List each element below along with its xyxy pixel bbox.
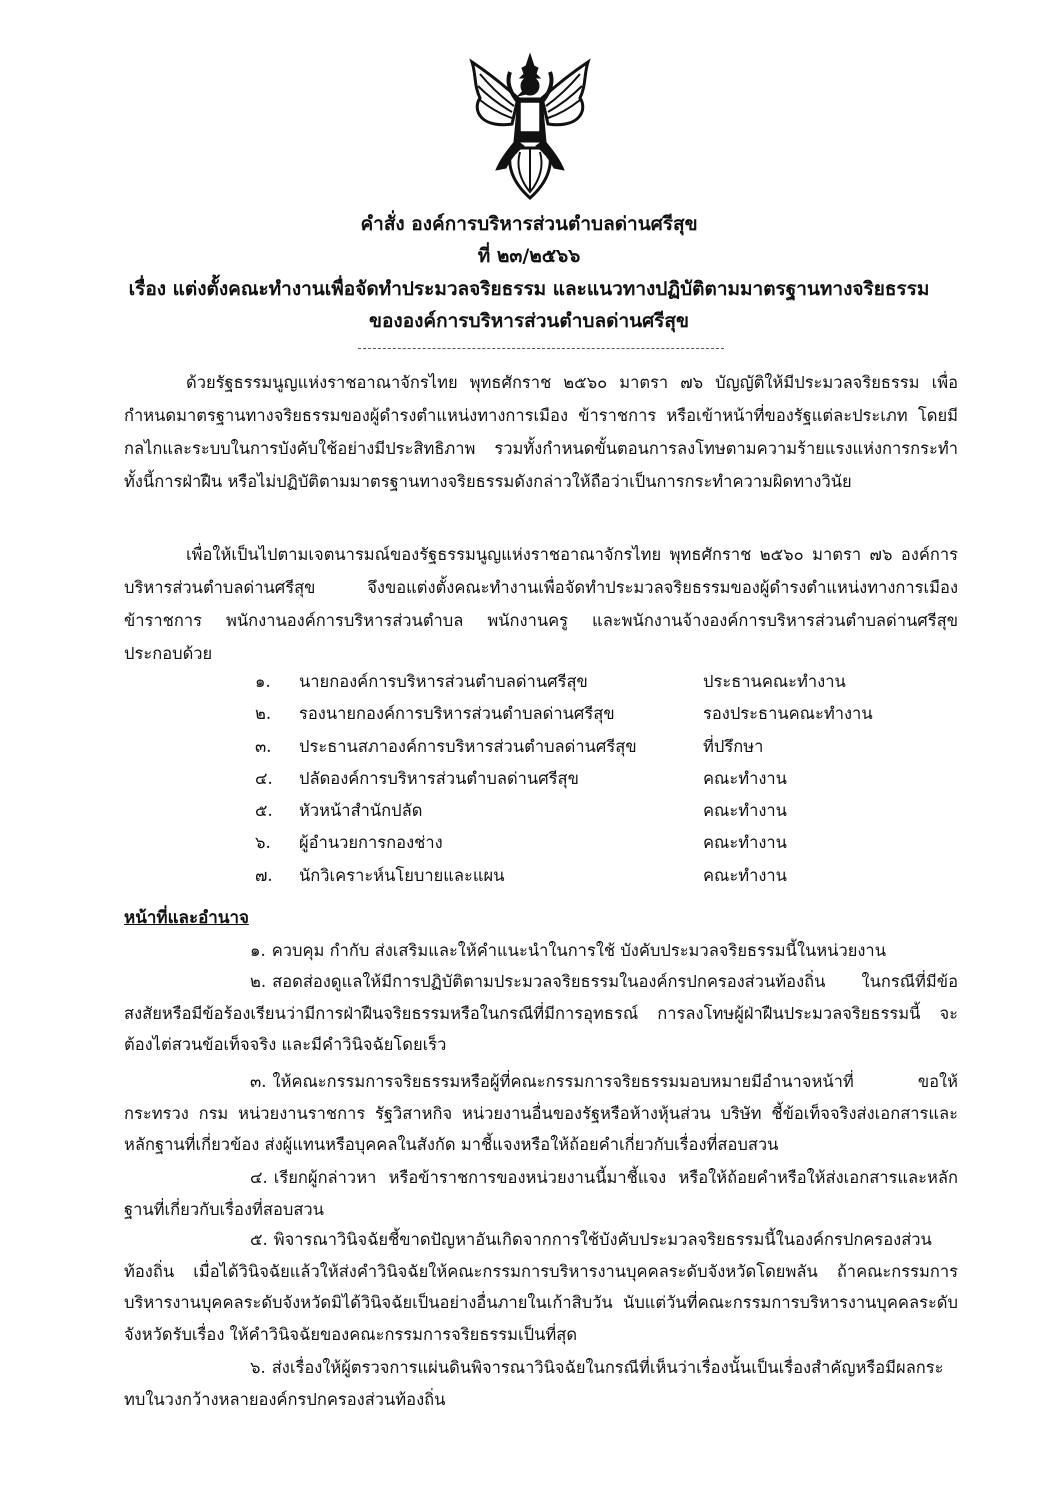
member-number: ๔. [255,768,273,788]
committee-member-row [255,827,935,859]
duties-heading: หน้าที่และอำนาจ [124,908,249,928]
order-title: คำสั่ง องค์การบริหารส่วนตำบลด่านศรีสุข [360,213,698,235]
member-position: นักวิเคราะห์นโยบายและแผน [299,865,505,885]
member-role: คณะทำงาน [703,768,787,788]
member-position: ปลัดองค์การบริหารส่วนตำบลด่านศรีสุข [299,768,579,788]
committee-member-list [255,666,935,892]
duty-text: เรียกผู้กล่าวหา หรือข้าราชการของหน่วยงานนี้มาชี้แจง หรือให้ถ้อยคำหรือให้ส่งเอกสารและหลักฐานที่เกี่ยวกับเรื่องที่สอบสวน [124,1168,958,1219]
duty-number: ๕. [250,1230,268,1249]
order-subject-line-1: เรื่อง แต่งตั้งคณะทำงานเพื่อจัดทำประมวลจริยธรรม และแนวทางปฏิบัติตามมาตรฐานทางจริยธรรม [128,278,930,300]
member-position: หัวหน้าสำนักปลัด [299,801,423,821]
member-number: ๑. [255,672,271,691]
member-role: คณะทำงาน [703,833,787,853]
paragraph-2 [124,538,958,670]
member-number: ๕. [255,801,273,821]
duty-item [124,1352,958,1415]
member-position: ผู้อำนวยการกองช่าง [299,833,443,853]
member-position: ประธานสภาองค์การบริหารส่วนตำบลด่านศรีสุข [299,736,637,756]
duty-item [124,1162,958,1225]
committee-member-row [255,860,935,892]
duty-text: พิจารณาวินิจฉัยชี้ขาดปัญหาอันเกิดจากการใช้บังคับประมวลจริยธรรมนี้ในองค์กรปกครองส่วนท้องถิ่น เมื่อได้วินิจฉัยแล้วให้ส่งคำวินิจฉัยให้คณะกรรมการบริหารงานบุคคลระดับจังหวัดโดยพลัน ถ้าคณะกรรมการบริหารงานบุคคลระดับจังหวัดมิได้วินิจฉัยเป็นอย่างอื่นภายในเก้าสิบวัน นับแต่วันที่คณะกรรมการบริหารงานบุคคลระดับจังหวัดรับเรื่อง ให้คำวินิจฉัยของคณะกรรมการจริยธรรมเป็นที่สุด [124,1230,958,1344]
duty-number: ๒. [250,972,267,991]
duty-item [124,1066,958,1161]
paragraph-1-text: ด้วยรัฐธรรมนูญแห่งราชอาณาจักรไทย พุทธศักราช ๒๕๖๐ มาตรา ๗๖ บัญญัติให้มีประมวลจริยธรรม เพื่อกำหนดมาตรฐานทางจริยธรรมของผู้ดำรงตำแหน่งทางการเมือง ข้าราชการ หรือเข้าหน้าที่ของรัฐแต่ละประเภท โดยมีกลไกและระบบในการบังคับใช้อย่างมีประสิทธิภาพ รวมทั้งกำหนดขั้นตอนการลงโทษตามความร้ายแรงแห่งการกระทำ ทั้งนี้การฝ่าฝืน หรือไม่ปฏิบัติตามมาตรฐานทางจริยธรรมดังกล่าวให้ถือว่าเป็นการกระทำความผิดทางวินัย [124,373,958,491]
duty-text: ส่งเรื่องให้ผู้ตรวจการแผ่นดินพิจารณาวินิจฉัยในกรณีที่เห็นว่าเรื่องนั้นเป็นเรื่องสำคัญหรือมีผลกระทบในวงกว้างหลายองค์กรปกครองส่วนท้องถิ่น [124,1358,944,1409]
member-role: ประธานคณะทำงาน [703,672,846,691]
duty-number: ๔. [250,1168,268,1187]
paragraph-2-text: เพื่อให้เป็นไปตามเจตนารมณ์ของรัฐธรรมนูญแห่งราชอาณาจักรไทย พุทธศักราช ๒๕๖๐ มาตรา ๗๖ องค์การบริหารส่วนตำบลด่านศรีสุข จึงขอแต่งตั้งคณะทำงานเพื่อจัดทำประมวลจริยธรรมของผู้ดำรงตำแหน่งทางการเมือง ข้าราชการ พนักงานองค์การบริหารส่วนตำบล พนักงานครู และพนักงานจ้างองค์การบริหารส่วนตำบลด่านศรีสุข ประกอบด้วย [124,545,958,663]
member-number: ๒. [255,704,272,724]
member-role: คณะทำงาน [703,801,787,821]
order-subject-line-2: ขององค์การบริหารส่วนตำบลด่านศรีสุข [369,310,689,332]
member-number: ๖. [255,833,271,853]
duty-item [124,1224,958,1350]
duty-text: สอดส่องดูแลให้มีการปฏิบัติตามประมวลจริยธรรมในองค์กรปกครองส่วนท้องถิ่น ในกรณีที่มีข้อสงสัยหรือมีข้อร้องเรียนว่ามีการฝ่าฝืนจริยธรรมหรือในกรณีที่มีการอุทธรณ์ การลงโทษผู้ฝ่าฝืนประมวลจริยธรรมนี้ จะต้องไต่สวนข้อเท็จจริง และมีคำวินิจฉัยโดยเร็ว [124,972,958,1054]
duty-number: ๑. [250,941,266,960]
garuda-emblem-icon [466,52,594,202]
committee-member-row [255,666,935,698]
duty-item [124,966,958,1061]
member-number: ๓. [255,736,272,756]
order-number: ที่ ๒๓/๒๕๖๖ [477,245,581,267]
member-role: รองประธานคณะทำงาน [703,704,873,724]
member-number: ๗. [255,865,273,885]
member-position: นายกองค์การบริหารส่วนตำบลด่านศรีสุข [299,672,588,691]
committee-member-row [255,795,935,827]
duty-item [124,935,958,967]
member-position: รองนายกองค์การบริหารส่วนตำบลด่านศรีสุข [299,704,615,724]
paragraph-1 [124,366,958,498]
committee-member-row [255,698,935,730]
committee-member-row [255,731,935,763]
header-divider [358,348,724,349]
member-role: ที่ปรึกษา [703,736,764,756]
committee-member-row [255,763,935,795]
member-role: คณะทำงาน [703,865,787,885]
duty-number: ๖. [250,1358,266,1377]
duty-text: ควบคุม กำกับ ส่งเสริมและให้คำแนะนำในการใช้ บังคับประมวลจริยธรรมนี้ในหน่วยงาน [271,941,886,960]
duty-number: ๓. [250,1072,267,1091]
duty-text: ให้คณะกรรมการจริยธรรมหรือผู้ที่คณะกรรมการจริยธรรมมอบหมายมีอำนาจหน้าที่ ขอให้กระทรวง กรม หน่วยงานราชการ รัฐวิสาหกิจ หน่วยงานอื่นของรัฐหรือห้างหุ้นส่วน บริษัท ชี้ข้อเท็จจริงส่งเอกสารและหลักฐานที่เกี่ยวข้อง ส่งผู้แทนหรือบุคคลในสังกัด มาชี้แจงหรือให้ถ้อยคำเกี่ยวกับเรื่องที่สอบสวน [124,1072,958,1154]
